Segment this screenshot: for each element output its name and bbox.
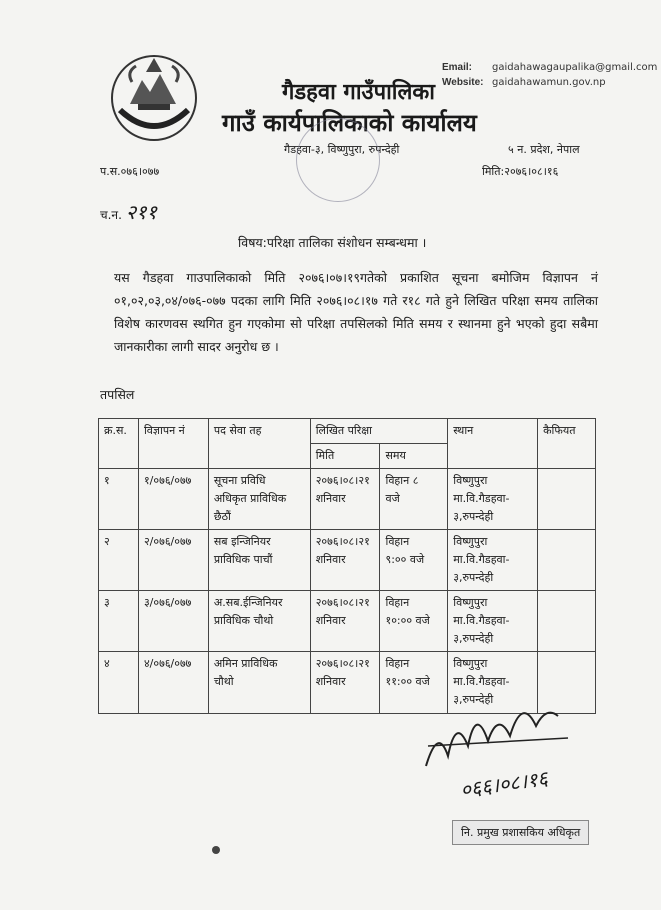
website-link[interactable]: gaidahawamun.gov.np	[492, 77, 606, 88]
time-line: विहान	[385, 657, 410, 670]
header-written-exam: लिखित परिक्षा	[310, 419, 448, 444]
province-label: ५ न. प्रदेश, नेपाल	[508, 143, 580, 156]
cell-time	[380, 530, 448, 591]
time-line: ११:०० वजे	[385, 675, 430, 688]
date-line: २०७६।०८।२१	[315, 596, 370, 609]
contact-block	[442, 60, 657, 90]
cell-remarks	[538, 469, 596, 530]
time-line: विहान	[385, 596, 410, 609]
place-line: ३,रुपन्देही	[453, 693, 494, 706]
place-line: मा.वि.गैडहवा-	[453, 614, 510, 627]
post-line: सब इन्जिनियर	[213, 535, 271, 548]
cell-sn: १	[99, 469, 139, 530]
place-line: ३,रुपन्देही	[453, 571, 494, 584]
place-line: ३,रुपन्देही	[453, 632, 494, 645]
cell-place	[448, 530, 538, 591]
cell-post	[208, 652, 310, 714]
subject-line: विषय:परिक्षा तालिका संशोधन सम्बन्धमा ।	[238, 235, 427, 250]
body-paragraph: यस गैडहवा गाउपालिकाको मिति २०७६।०७।१९गतेको प्रकाशित सूचना बमोजिम विज्ञापन नं ०१,०२,०३,०४/०७६-०७७ पदका लागि मिति २०७६।०८।१७ गते र१८ गते हुने लिखित परिक्षा समय तालिका विशेष कारणवस स्थगित हुन गएकोमा सो परिक्षा तपसिलको मिति समय र स्थानमा हुने भएको हुदा सबैमा जानकारीका लागी सादर अनुरोध छ ।	[114, 270, 598, 354]
header-sn: क्र.स.	[99, 419, 139, 469]
place-line: विष्णुपुरा	[453, 596, 488, 609]
cell-post	[208, 530, 310, 591]
cell-post	[208, 469, 310, 530]
cell-ad: १/०७६/०७७	[138, 469, 208, 530]
cell-date	[310, 469, 380, 530]
date-line: २०७६।०८।२१	[315, 657, 370, 670]
header-post: पद सेवा तह	[208, 419, 310, 469]
cell-time	[380, 591, 448, 652]
letter-date: मिति:२०७६।०८।१६	[482, 165, 559, 178]
cell-time	[380, 469, 448, 530]
chalani-number	[100, 198, 157, 225]
time-line: विहान ८	[385, 474, 419, 487]
header-remarks: कैफियत	[538, 419, 596, 469]
cell-sn: ४	[99, 652, 139, 714]
patra-sankhya: प.स.०७६।०७७	[100, 165, 160, 178]
cell-date	[310, 591, 380, 652]
cell-ad: ४/०७६/०७७	[138, 652, 208, 714]
time-line: वजे	[385, 492, 400, 505]
cell-ad: ३/०७६/०७७	[138, 591, 208, 652]
date-line: २०७६।०८।२१	[315, 474, 370, 487]
cell-date	[310, 652, 380, 714]
header-date: मिति	[310, 444, 380, 469]
table-row	[99, 469, 596, 530]
place-line: मा.वि.गैडहवा-	[453, 492, 510, 505]
email-label: Email:	[442, 62, 473, 73]
day-line: शनिवार	[315, 675, 346, 688]
post-line: चौथो	[213, 675, 234, 688]
header-time: समय	[380, 444, 448, 469]
cell-sn: २	[99, 530, 139, 591]
place-line: विष्णुपुरा	[453, 657, 488, 670]
place-line: विष्णुपुरा	[453, 535, 488, 548]
chalani-label: च.न.	[100, 208, 122, 222]
post-line: सूचना प्रविधि	[213, 474, 266, 487]
post-line: अ.सब.ईन्जिनियर	[213, 596, 283, 609]
chalani-value: २११	[125, 200, 157, 224]
office-name: गाउँ कार्यपालिकाको कार्यालय	[222, 109, 477, 137]
office-address: गैडहवा-३, विष्णुपुरा, रुपन्देही	[284, 143, 400, 156]
place-line: ३,रुपन्देही	[453, 510, 494, 523]
header-place: स्थान	[448, 419, 538, 469]
cell-place	[448, 469, 538, 530]
date-line: २०७६।०८।२१	[315, 535, 370, 548]
place-line: मा.वि.गैडहवा-	[453, 675, 510, 688]
cell-ad: २/०७६/०७७	[138, 530, 208, 591]
time-line: ९:०० वजे	[385, 553, 425, 566]
place-line: मा.वि.गैडहवा-	[453, 553, 510, 566]
cell-remarks	[538, 591, 596, 652]
exam-schedule-table	[98, 418, 596, 714]
day-line: शनिवार	[315, 614, 346, 627]
post-line: अमिन प्राविधिक	[213, 657, 278, 670]
tapasil-label: तपसिल	[100, 387, 135, 402]
time-line: १०:०० वजे	[385, 614, 430, 627]
municipality-name: गैडहवा गाउँपालिका	[282, 80, 435, 105]
nepal-emblem-icon	[108, 52, 200, 144]
post-line: अधिकृत प्राविधिक	[213, 492, 287, 505]
header-ad-no: विज्ञापन नं	[138, 419, 208, 469]
post-line: छैठौं	[213, 510, 231, 523]
place-line: विष्णुपुरा	[453, 474, 488, 487]
stray-mark	[212, 846, 220, 854]
email-address[interactable]: gaidahawagaupalika@gmail.com	[492, 62, 658, 73]
table-header-row	[99, 419, 596, 444]
table-row	[99, 591, 596, 652]
officer-title-stamp: नि. प्रमुख प्रशासकिय अधिकृत	[452, 820, 589, 845]
cell-date	[310, 530, 380, 591]
day-line: शनिवार	[315, 553, 346, 566]
day-line: शनिवार	[315, 492, 346, 505]
post-line: प्राविधिक पाचौं	[213, 553, 273, 566]
table-row	[99, 530, 596, 591]
signature-date-scrawl: ०६६।०८।१६	[458, 765, 550, 802]
post-line: प्राविधिक चौथो	[213, 614, 274, 627]
cell-place	[448, 591, 538, 652]
cell-remarks	[538, 530, 596, 591]
office-seal-stamp	[296, 118, 380, 202]
time-line: विहान	[385, 535, 410, 548]
website-label: Website:	[442, 77, 484, 88]
cell-post	[208, 591, 310, 652]
cell-sn: ३	[99, 591, 139, 652]
